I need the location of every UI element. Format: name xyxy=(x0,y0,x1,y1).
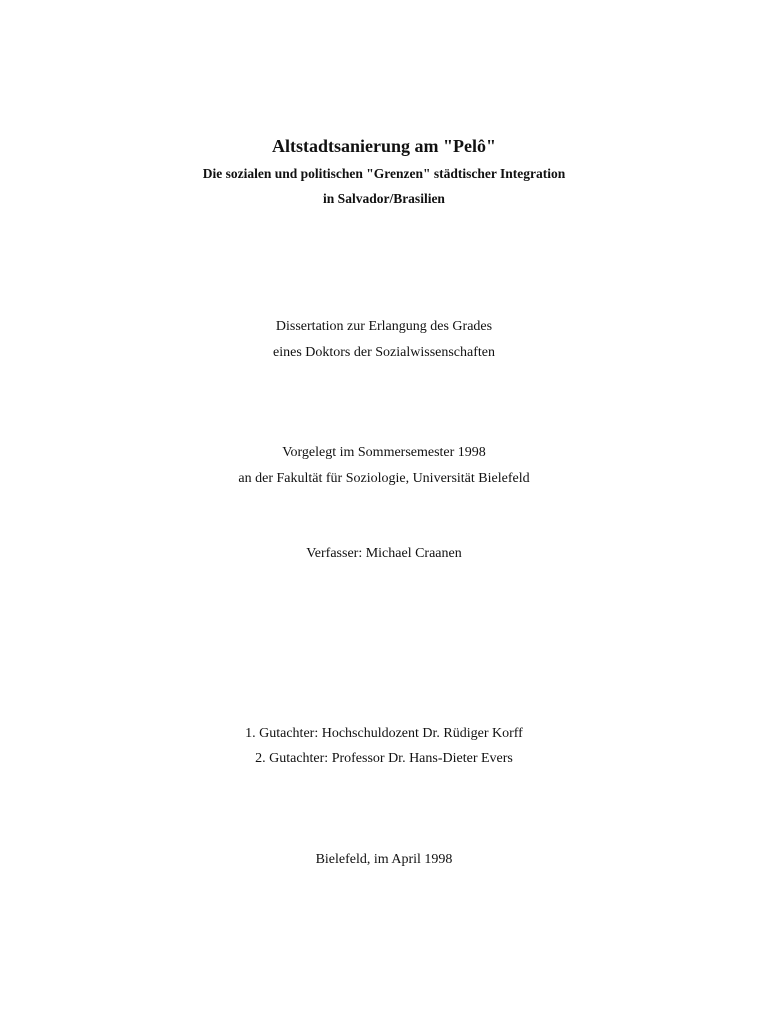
document-title: Altstadtsanierung am "Pelô" xyxy=(272,136,496,156)
document-subtitle-line-2: in Salvador/Brasilien xyxy=(323,191,445,206)
document-subtitle-line-1: Die sozialen und politischen "Grenzen" städtischer Integration xyxy=(202,166,566,181)
submission-term: Vorgelegt im Sommersemester 1998 xyxy=(282,445,486,460)
dissertation-statement-line-1: Dissertation zur Erlangung des Grades xyxy=(275,319,493,334)
dissertation-statement-line-2: eines Doktors der Sozialwissenschaften xyxy=(273,345,495,360)
author-line: Verfasser: Michael Craanen xyxy=(306,546,462,561)
second-reviewer: 2. Gutachter: Professor Dr. Hans-Dieter Evers xyxy=(255,751,513,766)
place-and-date: Bielefeld, im April 1998 xyxy=(315,852,453,867)
first-reviewer: 1. Gutachter: Hochschuldozent Dr. Rüdiger Korff xyxy=(245,726,523,741)
submission-faculty: an der Fakultät für Soziologie, Universität Bielefeld xyxy=(238,471,530,486)
